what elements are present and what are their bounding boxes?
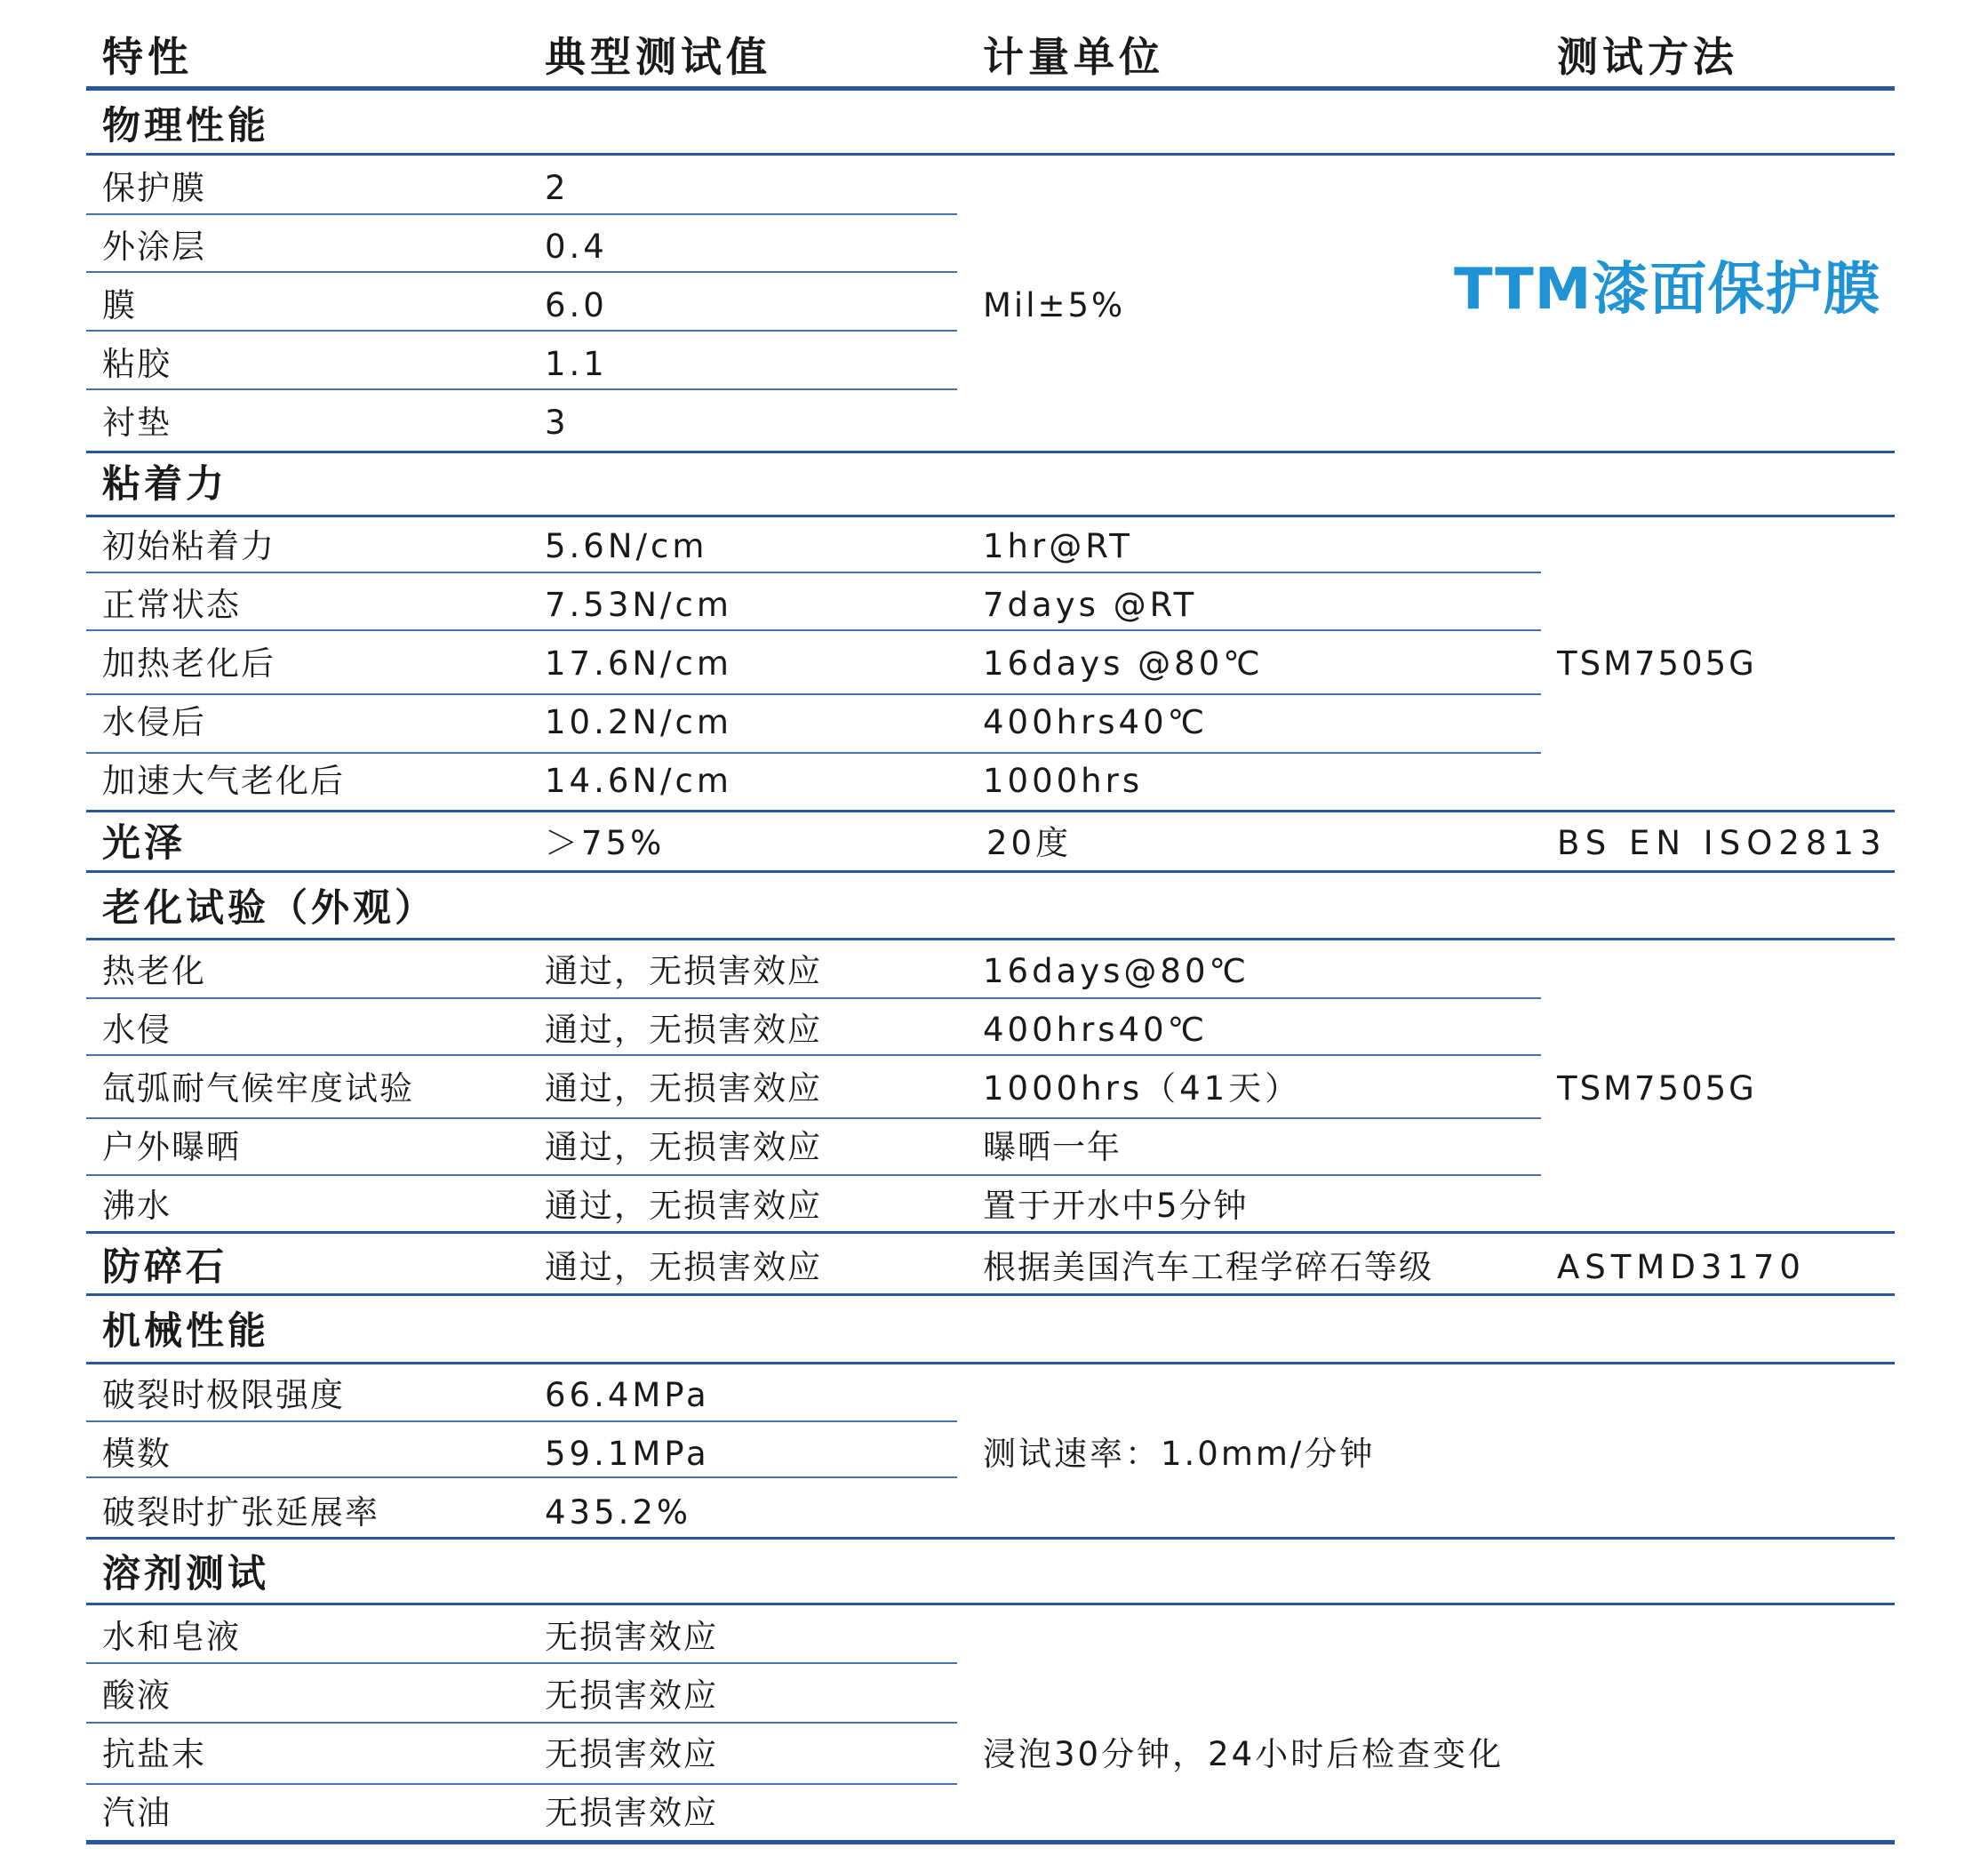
header-typical-value: 典型测试值 bbox=[545, 33, 771, 81]
row-name: 模数 bbox=[102, 1435, 172, 1473]
section-rule bbox=[86, 515, 1895, 517]
section-rule bbox=[86, 451, 1895, 453]
section-title-mechanical: 机械性能 bbox=[102, 1309, 269, 1354]
row-name: 保护膜 bbox=[102, 169, 206, 207]
row-divider bbox=[86, 629, 1541, 631]
row-value: 435.2% bbox=[545, 1493, 692, 1532]
merged-unit: Mil±5% bbox=[983, 286, 1126, 324]
row-name: 正常状态 bbox=[102, 586, 241, 624]
section-rule bbox=[86, 810, 1895, 812]
row-value: 无损害效应 bbox=[545, 1676, 718, 1715]
section-rule bbox=[86, 1362, 1895, 1364]
row-unit: 7days @RT bbox=[983, 586, 1198, 624]
section-title-stone-chip: 防碎石 bbox=[102, 1245, 228, 1290]
row-name: 氙弧耐气候牢度试验 bbox=[102, 1069, 414, 1108]
merged-method: TSM7505G bbox=[1557, 644, 1757, 683]
row-name: 汽油 bbox=[102, 1794, 172, 1832]
row-value: 7.53N/cm bbox=[545, 586, 732, 624]
row-name: 加热老化后 bbox=[102, 644, 275, 683]
row-divider bbox=[86, 1662, 957, 1664]
gloss-value: ＞75% bbox=[545, 824, 666, 862]
row-name: 水侵后 bbox=[102, 703, 206, 741]
row-divider bbox=[86, 1174, 1541, 1176]
stone-chip-method: ASTMD3170 bbox=[1557, 1248, 1806, 1286]
row-divider bbox=[86, 572, 1541, 573]
row-name: 粘胶 bbox=[102, 345, 172, 383]
merged-unit: 测试速率：1.0mm/分钟 bbox=[983, 1435, 1376, 1473]
header-unit: 计量单位 bbox=[983, 33, 1164, 81]
row-value: 无损害效应 bbox=[545, 1735, 718, 1773]
row-unit: 400hrs40℃ bbox=[983, 703, 1209, 741]
row-divider bbox=[86, 1722, 957, 1724]
row-value: 5.6N/cm bbox=[545, 527, 708, 565]
section-title-solvent: 溶剂测试 bbox=[102, 1552, 269, 1596]
row-name: 初始粘着力 bbox=[102, 527, 275, 565]
section-rule bbox=[86, 1537, 1895, 1540]
row-name: 水和皂液 bbox=[102, 1618, 241, 1656]
gloss-unit: 20度 bbox=[986, 824, 1073, 862]
row-name: 抗盐末 bbox=[102, 1735, 206, 1773]
table-header bbox=[0, 0, 1988, 89]
row-divider bbox=[86, 997, 1541, 999]
section-title-aging: 老化试验（外观） bbox=[102, 886, 436, 931]
section-rule bbox=[86, 1603, 1895, 1605]
section-title-adhesion: 粘着力 bbox=[102, 462, 228, 507]
row-divider bbox=[86, 1783, 957, 1785]
row-value: 17.6N/cm bbox=[545, 644, 732, 683]
row-unit: 置于开水中5分钟 bbox=[983, 1187, 1249, 1225]
brand-logo-text: TTM漆面保护膜 bbox=[1454, 257, 1881, 323]
row-value: 0.4 bbox=[545, 228, 608, 266]
row-name: 外涂层 bbox=[102, 228, 206, 266]
row-name: 加速大气老化后 bbox=[102, 762, 345, 800]
row-value: 6.0 bbox=[545, 286, 608, 324]
row-value: 14.6N/cm bbox=[545, 762, 732, 800]
gloss-method: BS EN ISO2813 bbox=[1557, 824, 1888, 862]
row-divider bbox=[86, 1054, 1541, 1056]
header-test-method: 测试方法 bbox=[1557, 33, 1738, 81]
section-rule bbox=[86, 153, 1895, 156]
merged-method: TSM7505G bbox=[1557, 1069, 1757, 1108]
row-value: 通过，无损害效应 bbox=[545, 952, 822, 990]
row-name: 水侵 bbox=[102, 1011, 172, 1049]
section-rule bbox=[86, 1293, 1895, 1296]
row-name: 衬垫 bbox=[102, 404, 172, 442]
merged-unit: 浸泡30分钟，24小时后检查变化 bbox=[983, 1735, 1505, 1773]
row-unit: 400hrs40℃ bbox=[983, 1011, 1209, 1049]
row-name: 户外曝晒 bbox=[102, 1128, 241, 1166]
row-name: 破裂时极限强度 bbox=[102, 1376, 345, 1414]
row-divider bbox=[86, 330, 957, 332]
header-rule bbox=[86, 86, 1895, 91]
row-value: 2 bbox=[545, 169, 570, 207]
row-divider bbox=[86, 213, 957, 215]
row-divider bbox=[86, 1420, 957, 1422]
row-value: 66.4MPa bbox=[545, 1376, 710, 1414]
section-rule bbox=[86, 938, 1895, 940]
row-unit: 1hr@RT bbox=[983, 527, 1133, 565]
row-divider bbox=[86, 752, 1541, 754]
row-divider bbox=[86, 271, 957, 273]
row-name: 沸水 bbox=[102, 1187, 172, 1225]
row-name: 热老化 bbox=[102, 952, 206, 990]
row-name: 膜 bbox=[102, 286, 137, 324]
row-value: 10.2N/cm bbox=[545, 703, 732, 741]
row-value: 通过，无损害效应 bbox=[545, 1011, 822, 1049]
stone-chip-unit: 根据美国汽车工程学碎石等级 bbox=[983, 1248, 1433, 1286]
section-title-gloss: 光泽 bbox=[102, 821, 186, 866]
row-value: 1.1 bbox=[545, 345, 608, 383]
row-unit: 16days @80℃ bbox=[983, 644, 1264, 683]
row-divider bbox=[86, 1117, 1541, 1119]
row-value: 通过，无损害效应 bbox=[545, 1128, 822, 1166]
row-divider bbox=[86, 1476, 957, 1478]
row-divider bbox=[86, 693, 1541, 695]
section-rule bbox=[86, 1231, 1895, 1234]
table-bottom-rule bbox=[86, 1840, 1895, 1844]
section-rule bbox=[86, 870, 1895, 873]
row-value: 3 bbox=[545, 404, 570, 442]
row-value: 无损害效应 bbox=[545, 1794, 718, 1832]
row-unit: 曝晒一年 bbox=[983, 1128, 1122, 1166]
row-value: 无损害效应 bbox=[545, 1618, 718, 1656]
row-name: 破裂时扩张延展率 bbox=[102, 1493, 379, 1532]
row-value: 通过，无损害效应 bbox=[545, 1187, 822, 1225]
row-unit: 1000hrs（41天） bbox=[983, 1069, 1302, 1108]
row-value: 59.1MPa bbox=[545, 1435, 710, 1473]
row-name: 酸液 bbox=[102, 1676, 172, 1715]
row-value: 通过，无损害效应 bbox=[545, 1069, 822, 1108]
header-property: 特性 bbox=[102, 33, 193, 81]
row-divider bbox=[86, 388, 957, 390]
row-unit: 16days@80℃ bbox=[983, 952, 1250, 990]
section-title-physical: 物理性能 bbox=[102, 104, 269, 148]
row-unit: 1000hrs bbox=[983, 762, 1144, 800]
stone-chip-value: 通过，无损害效应 bbox=[545, 1248, 822, 1286]
